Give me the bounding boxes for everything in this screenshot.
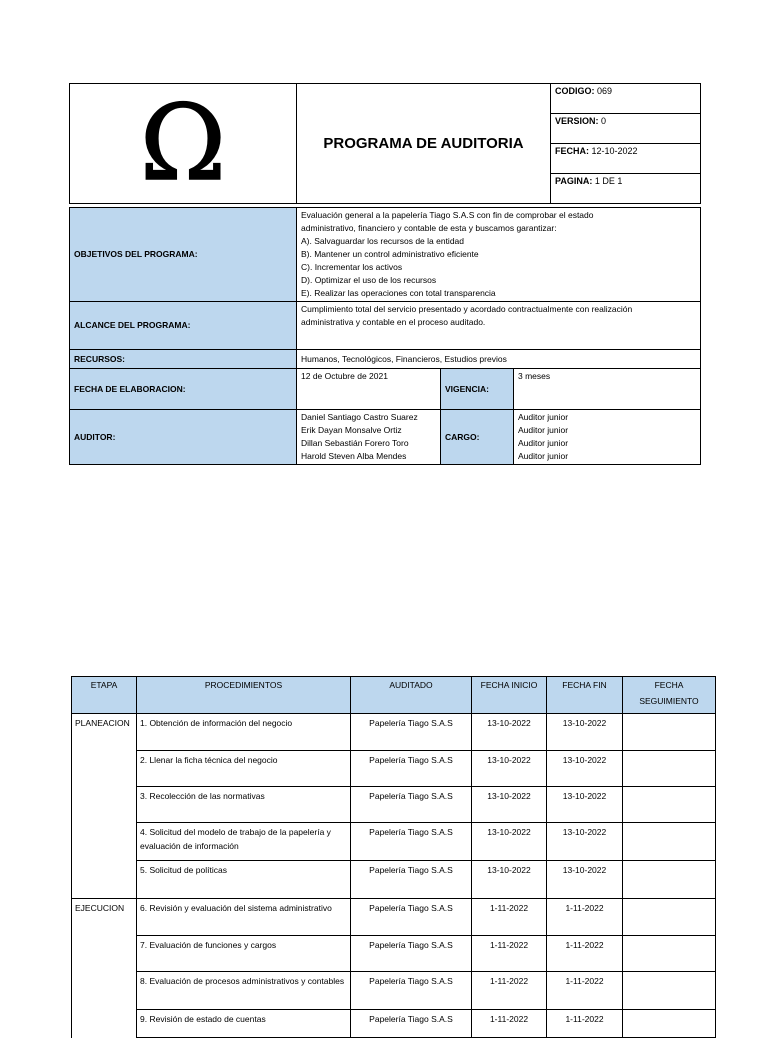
meta-version: VERSION: 0 xyxy=(551,114,701,144)
col-fecha-inicio: FECHA INICIO xyxy=(472,677,547,714)
etapa-cell: PLANEACION xyxy=(72,714,137,751)
meta-fecha: FECHA: 12-10-2022 xyxy=(551,144,701,174)
col-procedimientos: PROCEDIMIENTOS xyxy=(137,677,351,714)
document-title: PROGRAMA DE AUDITORIA xyxy=(297,84,551,204)
fecha-seguimiento-cell xyxy=(623,861,716,899)
auditado-cell: Papelería Tiago S.A.S xyxy=(351,936,472,972)
recursos-value: Humanos, Tecnológicos, Financieros, Estudios previos xyxy=(297,350,701,369)
fecha-elaboracion-label: FECHA DE ELABORACION: xyxy=(70,369,297,410)
fecha-seguimiento-cell xyxy=(623,972,716,1010)
auditado-cell: Papelería Tiago S.A.S xyxy=(351,714,472,751)
auditor-label: AUDITOR: xyxy=(70,410,297,465)
etapa-cell xyxy=(72,751,137,787)
etapa-cell: EJECUCION xyxy=(72,899,137,936)
fecha-seguimiento-cell xyxy=(623,823,716,861)
auditor-names: Daniel Santiago Castro Suarez Erik Dayan Monsalve Ortiz Dillan Sebastián Forero Toro Harold Steven Alba Mendes xyxy=(297,410,441,465)
etapa-cell xyxy=(72,972,137,1010)
cargo-label: CARGO: xyxy=(441,410,514,465)
col-fecha-seguimiento: FECHA SEGUIMIENTO xyxy=(623,677,716,714)
etapa-cell xyxy=(72,787,137,823)
fecha-inicio-cell: 1-11-2022 xyxy=(472,972,547,1010)
fecha-fin-cell: 13-10-2022 xyxy=(547,861,623,899)
cargo-values: Auditor junior Auditor junior Auditor junior Auditor junior xyxy=(514,410,701,465)
meta-pagina: PAGINA: 1 DE 1 xyxy=(551,174,701,204)
fecha-inicio-cell: 13-10-2022 xyxy=(472,861,547,899)
etapa-cell xyxy=(72,936,137,972)
table-row xyxy=(72,714,716,751)
fecha-elaboracion-value: 12 de Octubre de 2021 xyxy=(297,369,441,410)
procedure-cell: 9. Revisión de estado de cuentas xyxy=(137,1010,351,1038)
procedure-cell: 6. Revisión y evaluación del sistema administrativo xyxy=(137,899,351,936)
procedure-cell: 1. Obtención de información del negocio xyxy=(137,714,351,751)
fecha-seguimiento-cell xyxy=(623,936,716,972)
table-row xyxy=(72,823,716,861)
fecha-fin-cell: 13-10-2022 xyxy=(547,714,623,751)
fecha-fin-cell: 1-11-2022 xyxy=(547,936,623,972)
alcance-label: ALCANCE DEL PROGRAMA: xyxy=(70,302,297,350)
procedure-cell: 4. Solicitud del modelo de trabajo de la papelería y evaluación de información xyxy=(137,823,351,861)
procedures-table xyxy=(71,676,716,1038)
procedures-header-row xyxy=(72,677,716,714)
fecha-inicio-cell: 13-10-2022 xyxy=(472,823,547,861)
procedure-cell: 2. Llenar la ficha técnica del negocio xyxy=(137,751,351,787)
fecha-inicio-cell: 13-10-2022 xyxy=(472,714,547,751)
fecha-seguimiento-cell xyxy=(623,751,716,787)
svg-text:Ω: Ω xyxy=(139,96,227,189)
auditado-cell: Papelería Tiago S.A.S xyxy=(351,861,472,899)
procedure-cell: 5. Solicitud de políticas xyxy=(137,861,351,899)
header-table xyxy=(69,83,701,204)
auditado-cell: Papelería Tiago S.A.S xyxy=(351,972,472,1010)
procedure-cell: 8. Evaluación de procesos administrativos y contables xyxy=(137,972,351,1010)
objetivos-label: OBJETIVOS DEL PROGRAMA: xyxy=(70,208,297,302)
auditado-cell: Papelería Tiago S.A.S xyxy=(351,1010,472,1038)
fecha-inicio-cell: 13-10-2022 xyxy=(472,751,547,787)
logo xyxy=(70,84,297,204)
fecha-seguimiento-cell xyxy=(623,714,716,751)
fecha-inicio-cell: 1-11-2022 xyxy=(472,899,547,936)
fecha-fin-cell: 1-11-2022 xyxy=(547,899,623,936)
recursos-label: RECURSOS: xyxy=(70,350,297,369)
alcance-value: Cumplimiento total del servicio presentado y acordado contractualmente con realización administrativa y contable en el proceso auditado. xyxy=(297,302,701,350)
col-etapa: ETAPA xyxy=(72,677,137,714)
etapa-cell xyxy=(72,861,137,899)
vigencia-label: VIGENCIA: xyxy=(441,369,514,410)
objetivos-value: Evaluación general a la papelería Tiago S.A.S con fin de comprobar el estado administrativo, financiero y contable de esta y buscamos garantizar: A). Salvaguardar los recursos de la entidad B). Mantener un control administrativo eficiente C). Incrementar los activos D). Optimizar el uso de los recursos E). Realizar las operaciones con total transparencia xyxy=(297,208,701,302)
fecha-seguimiento-cell xyxy=(623,787,716,823)
auditado-cell: Papelería Tiago S.A.S xyxy=(351,899,472,936)
table-row xyxy=(72,751,716,787)
fecha-seguimiento-cell xyxy=(623,899,716,936)
program-table xyxy=(69,207,701,465)
fecha-inicio-cell: 1-11-2022 xyxy=(472,936,547,972)
table-row xyxy=(72,861,716,899)
fecha-inicio-cell: 1-11-2022 xyxy=(472,1010,547,1038)
meta-codigo: CODIGO: 069 xyxy=(551,84,701,114)
table-row xyxy=(72,936,716,972)
auditado-cell: Papelería Tiago S.A.S xyxy=(351,751,472,787)
fecha-fin-cell: 1-11-2022 xyxy=(547,972,623,1010)
fecha-fin-cell: 13-10-2022 xyxy=(547,787,623,823)
col-fecha-fin: FECHA FIN xyxy=(547,677,623,714)
fecha-inicio-cell: 13-10-2022 xyxy=(472,787,547,823)
table-row xyxy=(72,972,716,1010)
procedure-cell: 7. Evaluación de funciones y cargos xyxy=(137,936,351,972)
auditado-cell: Papelería Tiago S.A.S xyxy=(351,823,472,861)
etapa-cell xyxy=(72,823,137,861)
col-auditado: AUDITADO xyxy=(351,677,472,714)
auditado-cell: Papelería Tiago S.A.S xyxy=(351,787,472,823)
omega-logo-icon xyxy=(133,97,233,189)
procedure-cell: 3. Recolección de las normativas xyxy=(137,787,351,823)
table-row xyxy=(72,787,716,823)
vigencia-value: 3 meses xyxy=(514,369,701,410)
fecha-fin-cell: 13-10-2022 xyxy=(547,751,623,787)
fecha-fin-cell: 13-10-2022 xyxy=(547,823,623,861)
table-row xyxy=(72,899,716,936)
fecha-fin-cell: 1-11-2022 xyxy=(547,1010,623,1038)
